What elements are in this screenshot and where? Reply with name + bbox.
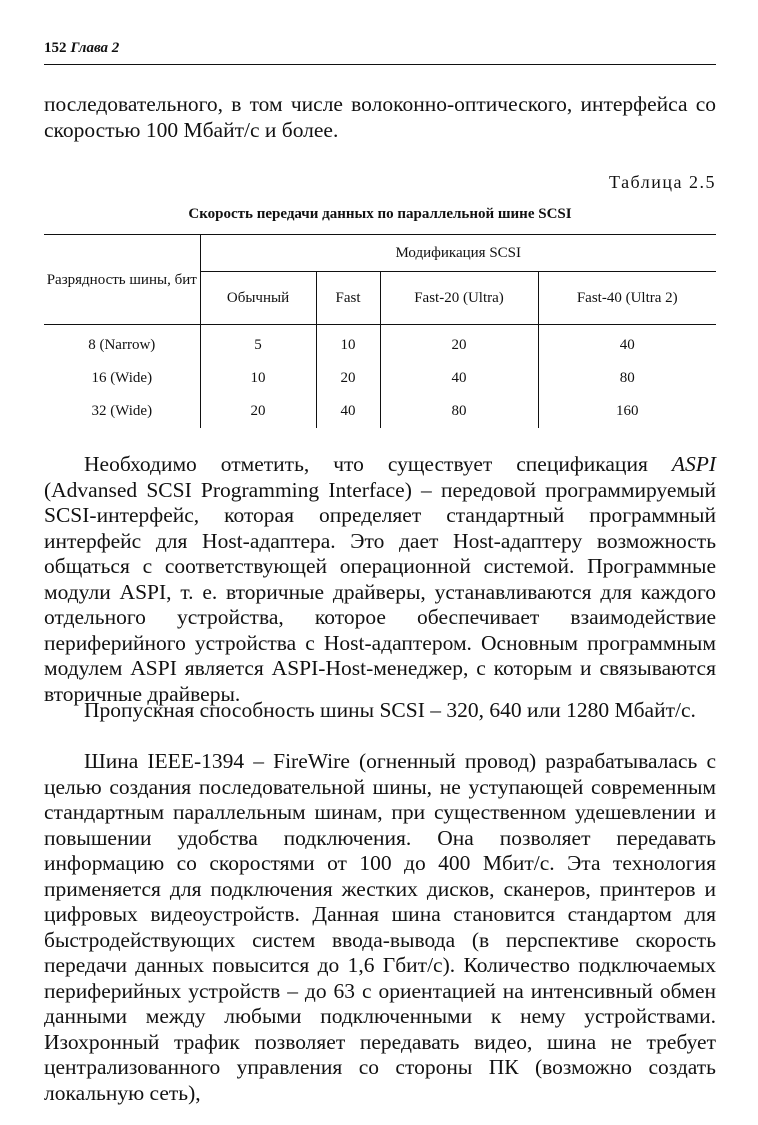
table-row (44, 362, 716, 395)
paragraph-text: (Advansed SCSI Programming Interface) – передовой программируемый SCSI-интерфейс, которая определяет стандартный программный интерфейс для Host-адаптера. Это дает Host-адаптеру возможность общаться с соответствующей операционной системой. Программные модули ASPI, т. е. вторичные драйверы, устанавливаются для каждого отдельного устройства, которое обеспечивает взаимодействие периферийного устройства с Host-адаптером. Основным программным модулем ASPI является ASPI-Host-менеджер, с которым и связываются вторичные драйверы. (44, 477, 716, 706)
column-header: Fast-40 (Ultra 2) (538, 272, 716, 325)
table-cell: 40 (316, 395, 380, 428)
term-aspi: ASPI (671, 452, 716, 476)
row-label: 16 (Wide) (91, 370, 153, 386)
table-cell: 5 (200, 325, 316, 363)
group-header-modification: Модификация SCSI (200, 235, 716, 272)
table-cell: 80 (380, 395, 538, 428)
table-cell: 20 (316, 362, 380, 395)
table-cell: 10 (200, 362, 316, 395)
chapter-title: Глава 2 (70, 40, 120, 56)
table-cell: 40 (538, 325, 716, 363)
row-label: 32 (Wide) (91, 403, 153, 419)
table-number: Таблица 2.5 (609, 172, 716, 192)
table-cell: 20 (380, 325, 538, 363)
table-row (44, 325, 716, 363)
scsi-speed-table (44, 234, 716, 428)
table-cell: 40 (380, 362, 538, 395)
column-header: Обычный (200, 272, 316, 325)
paragraph-firewire: Шина IEEE-1394 – FireWire (огненный провод) разрабатывалась с целью создания последовательной шины, не уступающей современным стандартным параллельным шинам, при существенном удешевлении и повышении удобства подключения. Она позволяет передавать информацию со скоростями от 100 до 400 Мбит/с. Эта технология применяется для подключения жестких дисков, сканеров, принтеров и цифровых видеоустройств. Данная шина становится стандартом для быстродействующих систем ввода-вывода (в перспективе скорость передачи данных повысится до 1,6 Гбит/с). Количество подключаемых периферийных устройств – до 63 с ориентацией на интенсивный обмен данными между любыми подключенными к нему устройствами. Изохронный трафик позволяет передавать видео, шина не требует централизованного управления со стороны ПК (возможно создать локальную сеть), (44, 749, 716, 1105)
paragraph-aspi (44, 452, 716, 707)
header-rule (44, 64, 716, 65)
running-header (44, 40, 119, 57)
paragraph-text: Необходимо отметить, что существует спецификация (84, 452, 672, 476)
table-cell: 80 (538, 362, 716, 395)
column-header: Fast-20 (Ultra) (380, 272, 538, 325)
table-cell: 160 (538, 395, 716, 428)
table-row (44, 395, 716, 428)
table-cell: 20 (200, 395, 316, 428)
paragraph-bandwidth: Пропускная способность шины SCSI – 320, 640 или 1280 Мбайт/с. (84, 698, 696, 722)
row-label: 8 (Narrow) (88, 337, 156, 353)
page-number: 152 (44, 40, 67, 56)
table-title: Скорость передачи данных по параллельной шине SCSI (188, 206, 572, 222)
row-header-bus-width: Разрядность шины, бит (44, 235, 200, 325)
table-cell: 10 (316, 325, 380, 363)
column-header: Fast (316, 272, 380, 325)
intro-paragraph: последовательного, в том числе волоконно-оптического, интерфейса со скоростью 100 Мбайт/с и более. (44, 92, 716, 142)
